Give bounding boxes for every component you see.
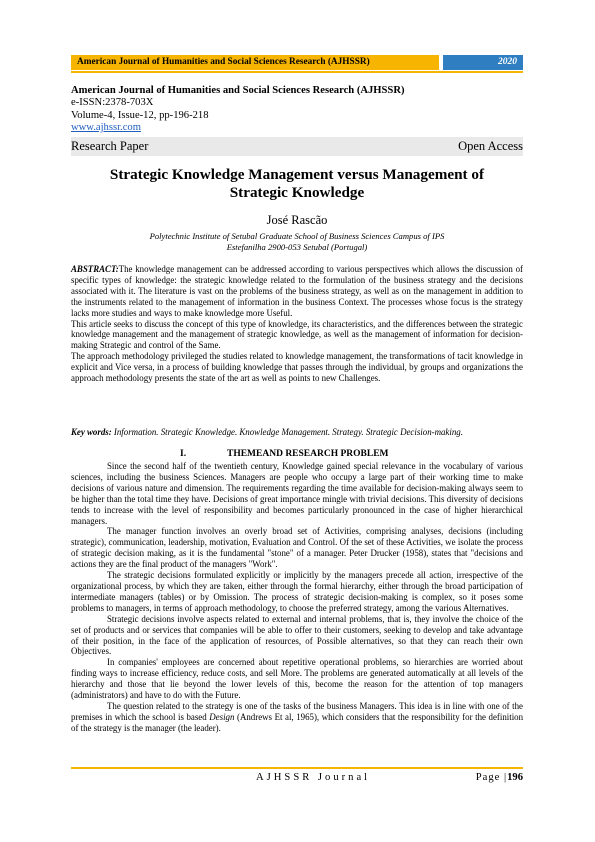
footer-journal: AJHSSR Journal [256, 772, 371, 783]
abstract-label: ABSTRACT: [71, 264, 119, 274]
page-number [476, 772, 523, 783]
body-paragraph: The manager function involves an overly broad set of Activities, comprising analyses, decisions (including strategic), communication, leadership, motivation, Evaluation and Control. Of the set of these Activities, we isolate the process of strategic decision making, as it is the fundamental "stone" of a manager. Peter Drucker (1958), states that "decisions and actions they are the final product of the managers "Work". [71, 526, 523, 570]
footer-divider [71, 767, 523, 769]
paper-type-bar [71, 137, 523, 156]
journal-name: American Journal of Humanities and Social Sciences Research (AJHSSR) [71, 85, 405, 96]
title-line-2: Strategic Knowledge [229, 184, 365, 201]
keywords-label: Key words: [71, 427, 112, 437]
design-term: Design [209, 711, 235, 722]
journal-info [71, 85, 531, 135]
section-number: I. [180, 449, 187, 459]
body-text-run: The question related to the strategy is one of the tasks of the business Managers. This idea is in line with one of the premises in which the school is based [71, 700, 523, 722]
issn: e-ISSN:2378-703X [71, 97, 154, 109]
year-badge: 2020 [443, 55, 523, 70]
affiliation-line-1: Polytechnic Institute of Setubal Graduate School of Business Sciences Campus of IPS [149, 231, 445, 241]
title-line-1: Strategic Knowledge Management versus Management of [109, 166, 485, 183]
paper-type: Research Paper [71, 139, 149, 153]
affiliation-line-2: Estefanilha 2900-053 Setubal (Portugal) [226, 242, 368, 253]
body-paragraph: In companies' employees are concerned about repetitive operational problems, so hierarchies are worried about finding ways to increase efficiency, reduce costs, and sell More. The problems are generated automatically at all levels of the hierarchy and those that lie beyond the lower levels of this, become the reason for the attention of top managers (administrators) and have to do with the Future. [71, 657, 523, 701]
body-paragraph [71, 701, 523, 734]
volume-info: Volume-4, Issue-12, pp-196-218 [71, 109, 209, 121]
page-number-value: 196 [507, 772, 523, 783]
access-type: Open Access [458, 139, 523, 153]
body-text-run: (Andrews Et al, 1965), which considers that the responsibility for the definition of the strategy is the manager (the leader). [71, 711, 524, 733]
author-affiliation [71, 231, 523, 253]
abstract-paragraph-3: The approach methodology privileged the studies related to knowledge management, the transformations of tacit knowledge in explicit and Vice versa, in a process of building knowledge that passes through the individual, by groups and organizations the approach methodology presents the state of the art as well as points to new Challenges. [71, 351, 523, 384]
body-paragraph: The strategic decisions formulated explicitly or implicitly by the managers precede all action, irrespective of the organizational process, by which they are taken, either through the formal hierarchy, either through the broad participation of intermediate managers (tables) or by Omission. The process of strategic decision-making is complex, so it poses some problems to managers, in terms of approach methodology, to choose the preferred strategy, among the various Alternatives. [71, 570, 523, 613]
page-label: Page | [475, 772, 508, 783]
paper-title [71, 166, 523, 202]
abstract [71, 264, 523, 384]
journal-link[interactable]: www.ajhssr.com [71, 122, 141, 134]
body-paragraph: Since the second half of the twentieth century, Knowledge gained special relevance in the vocabulary of various sciences, including the business Sciences. Managers are people who occupy a large part of their working time to make decisions of various nature and dimension. The requirements regarding the time available for decision-making always seem to be higher than the total time they have. Decisions of great importance mingle with trivial decisions. This diversity of decisions tends to increase with the level of responsibility and becomes particularly pronounced in the case of higher hierarchical managers. [71, 461, 523, 526]
header-banner [71, 55, 523, 72]
journal-banner: American Journal of Humanities and Social Sciences Research (AJHSSR) [71, 55, 439, 70]
abstract-paragraph-2: This article seeks to discuss the concept of this type of knowledge, its characteristics, and the differences between the strategic knowledge management and the management of strategic knowledge, as well as the management of information for decision-making Strategic and control of the Same. [71, 318, 523, 351]
body-paragraph: Strategic decisions involve aspects related to external and internal problems, that is, they involve the choice of the set of products and or services that companies will be able to offer to their customers, seeking to develop and take advantage of their position, in the face of the application of resources, of Possible alternatives, so that they can reach their own Objectives. [71, 613, 523, 657]
header-divider [71, 71, 523, 73]
section-body [71, 461, 523, 734]
keywords [71, 427, 523, 437]
abstract-paragraph-1: The knowledge management can be addressed according to various perspectives which allows the discussion of specific types of knowledge: the strategic knowledge related to the formulation of the business strategy and the decisions associated with it. The literature is vast on the problems of the business strategy, as well as on the management in addition to the instruments related to the management of information in the business Context. The processes whose focus is the strategy lacks more studies and ways to make knowledge more Useful. [71, 264, 523, 318]
section-title: THEMEAND RESEARCH PROBLEM [227, 449, 389, 459]
keywords-text: Information. Strategic Knowledge. Knowledge Management. Strategy. Strategic Decision-making. [113, 427, 463, 437]
author-name: José Rascão [266, 213, 328, 227]
